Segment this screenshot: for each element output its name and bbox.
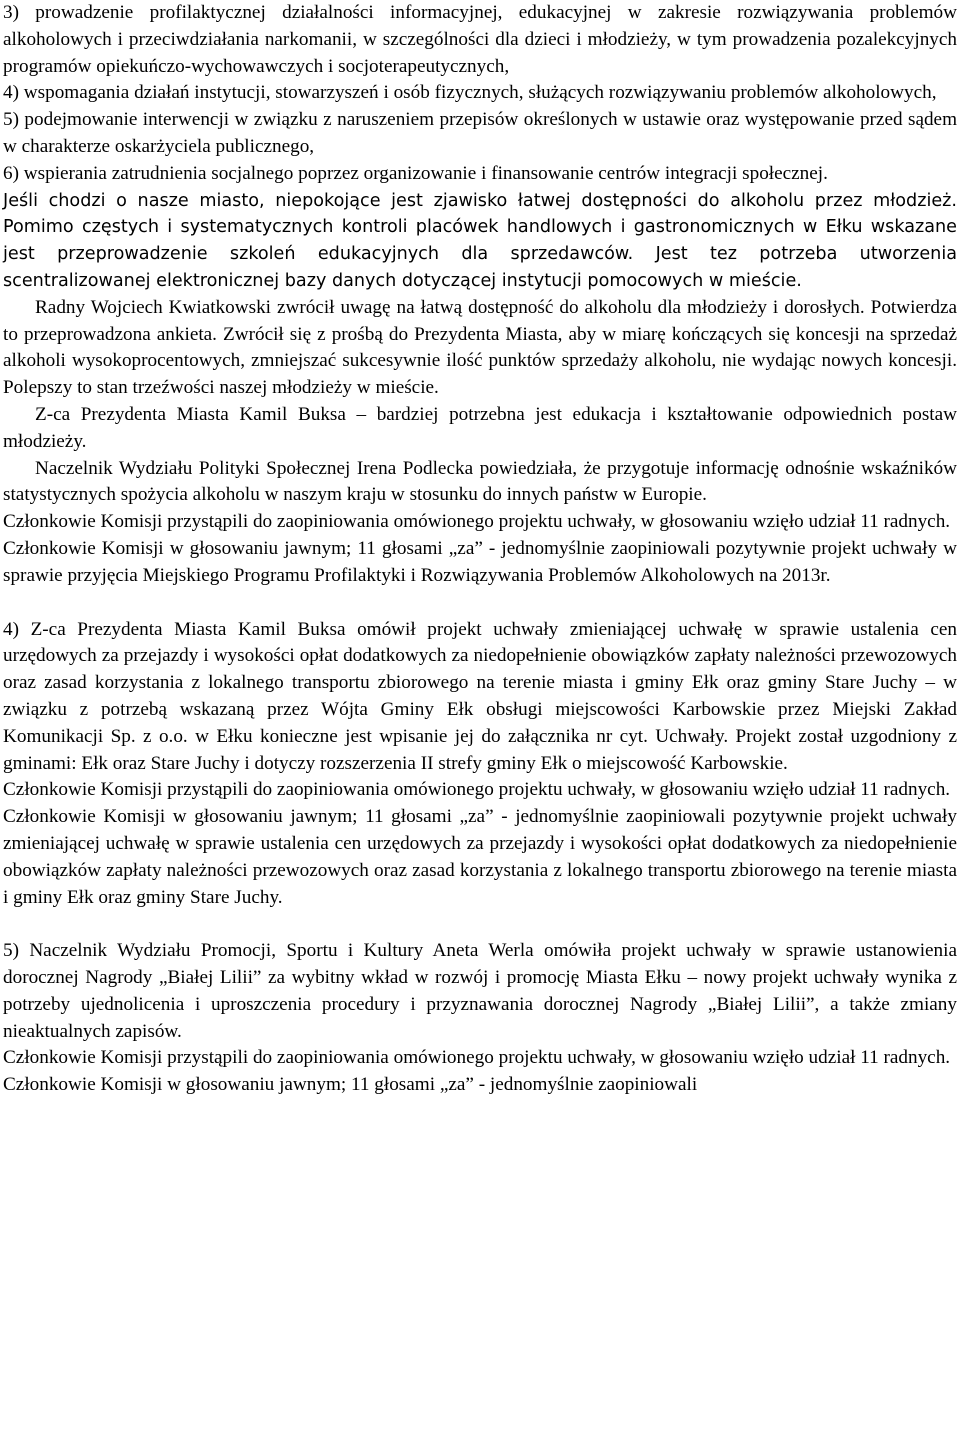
paragraph-gap xyxy=(3,911,957,938)
paragraph-radny: Radny Wojciech Kwiatkowski zwrócił uwagę na łatwą dostępność do alkoholu dla młodzieży i dorosłych. Potwierdza to przeprowadzona ankieta. Zwrócił się z prośbą do Prezydenta Miasta, aby w miarę kończących się koncesji na sprzedaż alkoholi wysokoprocentowych, zmniejszać sukcesywnie ilość punktów sprzedaży alkoholu, nie wydając nowych koncesji. Polepszy to stan trzeźwości naszej młodzieży w mieście. xyxy=(3,296,957,399)
list-item-4: 4) wspomagania działań instytucji, stowarzyszeń i osób fizycznych, służących rozwiązywaniu problemów alkoholowych, xyxy=(3,82,937,104)
vote-result-3: Członkowie Komisji w głosowaniu jawnym; 11 głosami „za” - jednomyślnie zaopiniowali xyxy=(3,1074,698,1096)
vote-intro-2: Członkowie Komisji przystąpili do zaopiniowania omówionego projektu uchwały, w głosowaniu wzięło udział 11 radnych. xyxy=(3,779,951,801)
paragraph-zca: Z-ca Prezydenta Miasta Kamil Buksa – bardziej potrzebna jest edukacja i kształtowanie odpowiednich postaw młodzieży. xyxy=(3,403,957,452)
point-5: 5) Naczelnik Wydziału Promocji, Sportu i Kultury Aneta Werla omówiła projekt uchwały w sprawie ustanowienia dorocznej Nagrody „Białej Lilii” za wybitny wkład w rozwój i promocję Miasta Ełku – nowy projekt uchwały wynika z potrzeby ujednolicenia i uproszczenia procedury i przyznawania dorocznej Nagrody „Białej Lilii”, a także zmiany nieaktualnych zapisów. xyxy=(3,940,957,1042)
paragraph-naczelnik: Naczelnik Wydziału Polityki Społecznej Irena Podlecka powiedziała, że przygotuje informację odnośnie wskaźników statystycznych spożycia alkoholu w naszym kraju w stosunku do innych państw w Europie. xyxy=(3,457,957,506)
vote-intro-3: Członkowie Komisji przystąpili do zaopiniowania omówionego projektu uchwały, w głosowaniu wzięło udział 11 radnych. xyxy=(3,1047,951,1069)
list-item-6: 6) wspierania zatrudnienia socjalnego poprzez organizowanie i finansowanie centrów integracji społecznej. xyxy=(3,162,828,184)
vote-intro-1: Członkowie Komisji przystąpili do zaopiniowania omówionego projektu uchwały, w głosowaniu wzięło udział 11 radnych. xyxy=(3,511,951,533)
list-item-5: 5) podejmowanie interwencji w związku z naruszeniem przepisów określonych w ustawie oraz występowanie przed sądem w charakterze oskarżyciela publicznego, xyxy=(3,109,957,157)
list-item-3: 3) prowadzenie profilaktycznej działalności informacyjnej, edukacyjnej w zakresie rozwiązywania problemów alkoholowych i przeciwdziałania narkomanii, w szczególności dla dzieci i młodzieży, w tym prowadzenia pozalekcyjnych programów opiekuńczo-wychowawczych i socjoterapeutycznych, xyxy=(3,2,957,77)
vote-result-2: Członkowie Komisji w głosowaniu jawnym; 11 głosami „za” - jednomyślnie zaopiniowali pozytywnie projekt uchwały zmieniającej uchwałę w sprawie ustalenia cen urzędowych za przejazdy i wysokości opłat dodatkowych za niedopełnienie obowiązków zapłaty należności przewozowych oraz zasad korzystania z lokalnego transportu zbiorowego na terenie miasta i gminy Ełk oraz gminy Stare Juchy. xyxy=(3,806,957,908)
vote-result-1: Członkowie Komisji w głosowaniu jawnym; 11 głosami „za” - jednomyślnie zaopiniowali pozytywnie projekt uchwały w sprawie przyjęcia Miejskiego Programu Profilaktyki i Rozwiązywania Problemów Alkoholowych na 2013r. xyxy=(3,537,957,586)
point-4: 4) Z-ca Prezydenta Miasta Kamil Buksa omówił projekt uchwały zmieniającej uchwałę w sprawie ustalenia cen urzędowych za przejazdy i wysokości opłat dodatkowych za niedopełnienie obowiązków zapłaty należności przewozowych oraz zasad korzystania z lokalnego transportu zbiorowego na terenie miasta i gminy Ełk oraz gminy Stare Juchy – w związku z potrzebą wskazaną przez Wójta Gminy Ełk obsługi miejscowości Karbowskie przez Miejski Zakład Komunikacji Sp. z o.o. w Ełku konieczne jest wpisanie jej do załącznika nr cyt. Uchwały. Projekt został uzgodniony z gminami: Ełk oraz Stare Juchy i dotyczy rozszerzenia II strefy gminy Ełk o miejscowość Karbowskie. xyxy=(3,618,957,774)
paragraph-city: Jeśli chodzi o nasze miasto, niepokojące jest zjawisko łatwej dostępności do alkoholu przez młodzież. Pomimo częstych i systematycznych kontroli placówek handlowych i gastronomicznych w Ełku wskazane jest przeprowadzenie szkoleń edukacyjnych dla sprzedawców. Jest tez potrzeba utworzenia scentralizowanej elektronicznej bazy danych dotyczącej instytucji pomocowych w mieście. xyxy=(3,190,957,291)
paragraph-gap xyxy=(3,590,957,617)
